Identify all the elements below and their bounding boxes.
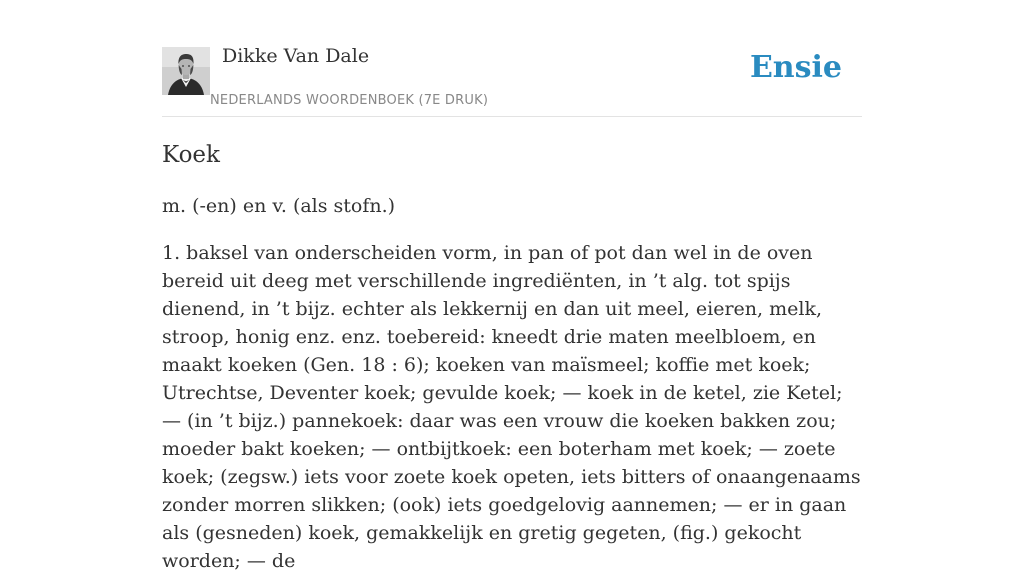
- portrait-icon: [162, 47, 210, 95]
- source-label[interactable]: NEDERLANDS WOORDENBOEK (7E DRUK): [210, 93, 489, 108]
- brand-logo[interactable]: Ensie: [749, 50, 842, 85]
- avatar[interactable]: [162, 47, 210, 95]
- definition-text: 1. baksel van onderscheiden vorm, in pan of pot dan wel in de oven bereid uit deeg met verschillende ingrediënten, in ’t alg. tot spijs dienend, in ’t bijz. echter als lekkernij en dan uit meel, eieren, melk, stroop, honig enz. enz. toebereid: kneedt drie maten meelbloem, en maakt koeken (Gen. 18 : 6); koeken van maïsmeel; koffie met koek; Utrechtse, Deventer koek; gevulde koek; — koek in de ketel, zie Ketel; — (in ’t bijz.) pannekoek: daar was een vrouw die koeken bakken zou; moeder bakt koeken; — ontbijtkoek: een boterham met koek; — zoete koek; (zegsw.) iets voor zoete koek opeten, iets bitters of onaangenaams zonder morren slikken; (ook) iets goedgelovig aannemen; — er in gaan als (gesneden) koek, gemakkelijk en gretig gegeten, (fig.) gekocht worden; — de: [162, 242, 861, 572]
- author-name[interactable]: Dikke Van Dale: [222, 45, 370, 67]
- entry-header: [162, 0, 862, 117]
- grammar-note: m. (-en) en v. (als stofn.): [162, 195, 396, 217]
- entry-content: [162, 138, 862, 575]
- entry-title: Koek: [162, 142, 220, 168]
